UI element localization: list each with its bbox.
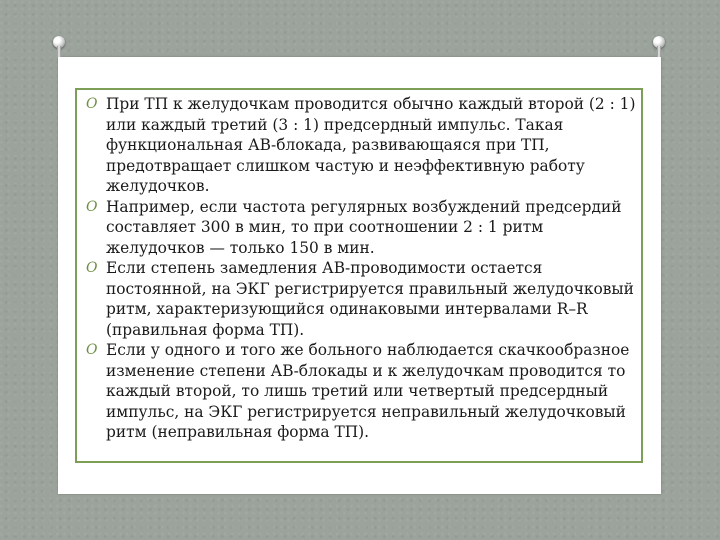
bullet-text: Например, если частота регулярных возбуждений предсердий составляет 300 в мин, то при соотношении 2 : 1 ритм желудочков — только 150 в мин. — [106, 197, 622, 257]
bullet-text: Если у одного и того же больного наблюдается скачкообразное изменение степени АВ-блокады и к желудочкам проводится то каждый второй, то лишь третий или четвертый предсердный импульс, на ЭКГ регистрируется неправильный желудочковый ритм (неправильная форма ТП). — [106, 341, 630, 441]
bullet-item — [86, 258, 641, 340]
bullet-list — [86, 94, 641, 443]
bullet-item — [86, 94, 641, 197]
bullet-marker-icon: O — [86, 260, 98, 276]
pushpin-icon — [52, 36, 66, 58]
bullet-marker-icon: O — [86, 198, 98, 215]
bullet-item — [86, 340, 641, 443]
bullet-item — [86, 197, 641, 259]
pushpin-icon — [652, 36, 666, 58]
bullet-text: Если степень замедления АВ-проводимости остается постоянной, на ЭКГ регистрируется правильный желудочковый ритм, характеризующийся одинаковыми интервалами R–R (правильная форма ТП). — [106, 259, 634, 339]
bullet-marker-icon: O — [86, 96, 98, 112]
bullet-marker-icon: O — [86, 342, 98, 358]
bullet-text: При ТП к желудочкам проводится обычно каждый второй (2 : 1) или каждый третий (3 : 1) предсердный импульс. Такая функциональная АВ-блокада, развивающаяся при ТП, предотвращает слишком частую и неэффективную работу желудочков. — [106, 95, 636, 195]
